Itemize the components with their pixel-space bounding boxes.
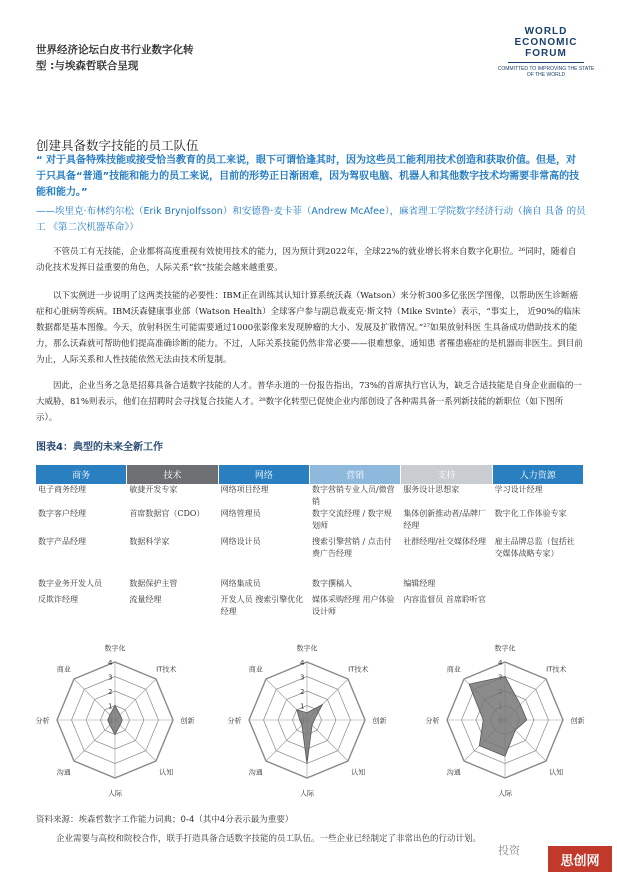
radar-tick-label: 2 — [300, 688, 305, 696]
column-header-2: 网络 — [219, 465, 309, 484]
watermark-badge: 思创网 — [548, 846, 612, 872]
paragraph-3: 因此，企业当务之急是招募具备合适数字技能的人才。普华永道的一份报告指出，73%的首席执行官认为，缺乏合适技能是自身企业面临的一大威胁，81%则表示，他们在招聘时会寻找复合技能人才。²⁸数字化转型已促使企业内部创设了各种需具备一系列新技能的新职位（如下图所示）。 — [36, 381, 582, 423]
table-cell: 搜索引擎营销 / 点击付费广告经理 — [311, 537, 392, 558]
table-cell: 数字营销专业人员/微营销 — [311, 485, 395, 506]
radar-axis-label: 认知 — [549, 768, 564, 777]
radar-tick-label: 1 — [300, 702, 305, 711]
radar-axis-label: 商业 — [56, 665, 71, 674]
logo-word1: WORLD — [524, 26, 568, 37]
quote-attribution: ——埃里克·布林约尔松（Erik Brynjolfsson）和安德鲁·麦卡菲（Andrew McAfee），麻省理工学院数字经济行动（摘自 具备 的员工 《第二次机器革命》） — [36, 206, 586, 233]
column-header-4: 支持 — [401, 465, 491, 484]
table-row — [36, 508, 584, 536]
jobs-table-body — [36, 484, 584, 624]
table-cell: 流量经理 — [129, 595, 162, 604]
logo-word2: ECONOMIC — [514, 37, 578, 48]
radar-tick-label: 3 — [108, 673, 113, 682]
table-cell: 服务设计思想家 — [403, 485, 460, 494]
column-header-0: 商务 — [36, 465, 126, 484]
table-cell: 首席数据官（CDO） — [129, 509, 205, 518]
table-cell: 数字业务开发人员 — [38, 579, 102, 588]
logo-divider — [508, 62, 584, 63]
table-cell: 数据科学家 — [129, 537, 170, 546]
radar-axis-label: 人际 — [300, 789, 314, 798]
radar-tick-label: 4 — [300, 659, 305, 667]
table-cell — [493, 594, 584, 624]
radar-axis-label: 沟通 — [56, 768, 71, 777]
table-cell: 学习设计经理 — [494, 485, 543, 494]
table-cell: 网络项目经理 — [220, 485, 269, 494]
column-header-1: 技术 — [127, 465, 217, 484]
table-cell: 开发人员 搜索引擎优化经理 — [220, 595, 304, 616]
table-row — [36, 536, 584, 578]
table-cell: 数字撰稿人 — [311, 579, 352, 588]
table-cell: 数字产品经理 — [38, 537, 86, 546]
table-cell: 电子商务经理 — [38, 485, 86, 494]
table-cell: 编辑经理 — [403, 579, 436, 588]
figure-source: 资料来源：埃森哲数字工作能力词典；0-4（其中4分表示最为重要） — [36, 815, 294, 825]
table-cell: 反欺诈经理 — [38, 595, 78, 604]
jobs-table-header — [36, 465, 584, 484]
radar-axis-label: 认知 — [351, 768, 366, 777]
paragraph-1: 不管员工有无技能，企业都将高度重视有效使用技术的能力，因为预计到2022年，全球22%的就业增长将来自数字化职位。²⁶同时，随着自动化技术发挥日益重要的角色，人际关系“软”技能会越来越重要。 — [36, 247, 577, 273]
radar-axis-label: IT技术 — [156, 665, 177, 674]
radar-axis-label: 商业 — [446, 665, 461, 674]
radar-tick-label: 4 — [108, 659, 113, 667]
wef-logo — [496, 26, 596, 78]
radar-tick-label: 2 — [108, 688, 113, 696]
column-header-5: 人力资源 — [493, 465, 583, 484]
table-row — [36, 594, 584, 624]
radar-axis-label: 数字化 — [494, 644, 516, 653]
table-cell — [493, 578, 584, 594]
logo-word3: FORUM — [525, 48, 567, 59]
radar-axis-label: 创新 — [570, 717, 585, 725]
table-cell: 媒体采购经理 用户体验设计师 — [311, 595, 395, 616]
closing-line: 企业需要与高校和院校合作，联手打造具备合适数字技能的员工队伍。一些企业已经制定了非常出色的行动计划。 — [56, 834, 482, 844]
table-cell: 数字化工作体验专家 — [494, 509, 567, 518]
table-cell: 网络设计员 — [220, 537, 261, 546]
radar-axis-label: 沟通 — [446, 768, 461, 777]
radar-axis-label: 沟通 — [248, 768, 263, 777]
radar-axis-label: 人际 — [498, 789, 512, 798]
radar-axis-label: 商业 — [248, 665, 263, 674]
section-title: 创建具备数字技能的员工队伍 — [36, 138, 199, 153]
radar-axis-label: 数字化 — [104, 644, 126, 653]
radar-chart-1 — [35, 628, 195, 798]
radar-tick-label: 4 — [498, 659, 503, 667]
table-cell: 内容监督员 首席聆听官 — [403, 595, 486, 604]
figure-title: 图表4：典型的未来全新工作 — [36, 442, 163, 453]
radar-axis-label: 创新 — [180, 717, 195, 725]
logo-tagline: COMMITTED TO IMPROVING THE STATE OF THE WORLD — [497, 66, 595, 78]
radar-axis-label: 数字化 — [296, 644, 318, 653]
radar-tick-label: 1 — [108, 702, 113, 711]
jobs-table — [36, 465, 584, 624]
table-cell: 数字交流经理 / 数字规划师 — [311, 509, 392, 530]
table-row — [36, 578, 584, 594]
table-cell: 网络管理员 — [220, 509, 261, 518]
radar-axis-label: 分析 — [227, 717, 242, 725]
table-row — [36, 484, 584, 508]
watermark-text: 投资 — [498, 844, 520, 857]
radar-axis-label: 创新 — [372, 717, 387, 725]
radar-axis-label: 认知 — [159, 768, 174, 777]
radar-axis-label: IT技术 — [348, 665, 369, 674]
radar-chart-3 — [425, 628, 585, 798]
radar-chart-2 — [227, 628, 387, 798]
pull-quote: “ 对于具备特殊技能或接受恰当教育的员工来说，眼下可谓恰逢其时，因为这些员工能利用技术创造和获取价值。但是，对于只具备“普通”技能和能力的员工来说，目前的形势正日渐困难，因为驾驭电脑、机器人和其他数字技术均需要非常高的技能和能力。” — [36, 155, 580, 198]
radar-axis-label: 分析 — [35, 717, 50, 725]
table-cell: 数据保护主管 — [129, 579, 178, 588]
table-cell: 雇主品牌总监（包括社交媒体战略专家） — [494, 537, 575, 558]
report-header — [36, 42, 336, 74]
table-cell: 集体创新推动者/品牌厂经理 — [403, 509, 487, 530]
radar-axis-label: 人际 — [108, 789, 122, 798]
radar-tick-label: 3 — [300, 673, 305, 682]
table-cell: 敏捷开发专家 — [129, 485, 178, 494]
table-cell: 社群经理/社交媒体经理 — [403, 537, 487, 546]
header-line2: 型 :与埃森哲联合呈现 — [36, 60, 139, 72]
radar-axis-label: 分析 — [425, 717, 440, 725]
column-header-3: 营销 — [310, 465, 400, 484]
header-line1: 世界经济论坛白皮书行业数字化转 — [36, 44, 194, 56]
radar-axis-label: IT技术 — [546, 665, 567, 674]
table-cell: 网络集成员 — [220, 579, 261, 588]
table-cell: 数字客户经理 — [38, 509, 86, 518]
paragraph-2: 以下实例进一步说明了这两类技能的必要性：IBM正在训练其认知计算系统沃森（Watson）来分析300多亿张医学图像，以帮助医生诊断癌症和心脏病等疾病。IBM沃森健康事业部（Watson Health）全球客户参与副总裁麦克·斯文特（Mike Svinte）表示，“事实上， 近90%的临床数据都是基本图像。今天，放射科医生可能需要通过1000张影像来发现肿瘤的大小、发展及扩散情况。”²⁷如果放射科医 生具备成功借助技术的能力，那么沃森就可帮助他们提高准确诊断的能力。不过，人际关系技能仍然非常必要——很难想象，通知患 者罹患癌症的是机器而非医生。到目前为止，人际关系和人性技能依然无法由技术所复制。 — [36, 291, 583, 365]
